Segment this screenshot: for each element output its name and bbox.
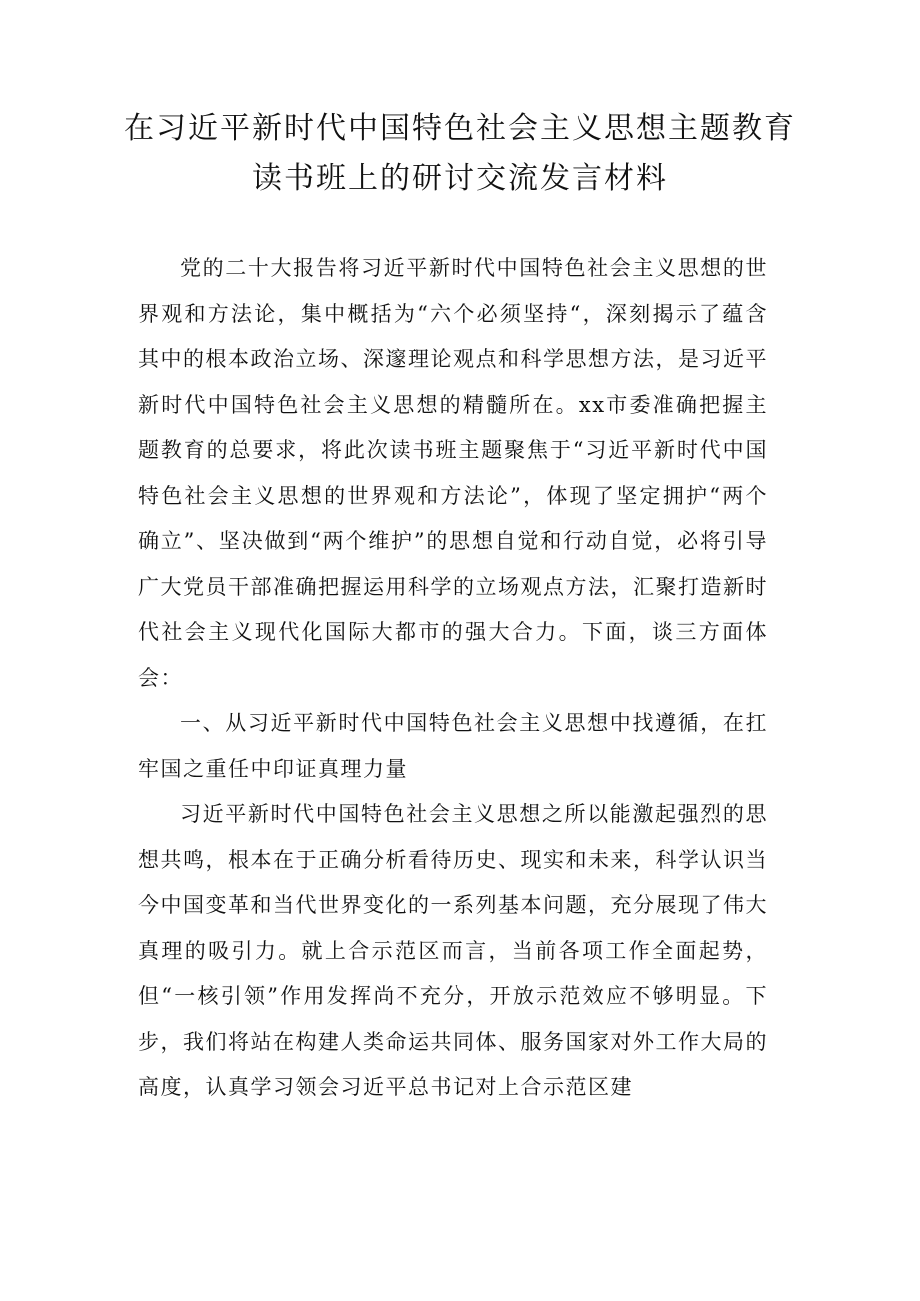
document-title: 在习近平新时代中国特色社会主义思想主题教育读书班上的研讨交流发言材料: [124, 111, 796, 196]
paragraph-intro: 党的二十大报告将习近平新时代中国特色社会主义思想的世界观和方法论，集中概括为“六个必须坚持“，深刻揭示了蕴含其中的根本政治立场、深邃理论观点和科学思想方法，是习近平新时代中国特色社会主义思想的精髓所在。xx市委准确把握主题教育的总要求，将此次读书班主题聚焦于“习近平新时代中国特色社会主义思想的世界观和方法论”，体现了坚定拥护“两个确立”、坚决做到“两个维护”的思想自觉和行动自觉，必将引导广大党员干部准确把握运用科学的立场观点方法，汇聚打造新时代社会主义现代化国际大都市的强大合力。下面，谈三方面体会：: [138, 256, 768, 690]
section-heading-1: 一、从习近平新时代中国特色社会主义思想中找遵循，在扛牢国之重任中印证真理力量: [138, 711, 768, 781]
paragraph-section-1: 习近平新时代中国特色社会主义思想之所以能激起强烈的思想共鸣，根本在于正确分析看待历史、现实和未来，科学认识当今中国变革和当代世界变化的一系列基本问题，充分展现了伟大真理的吸引力。就上合示范区而言，当前各项工作全面起势，但“一核引领”作用发挥尚不充分，开放示范效应不够明显。下步，我们将站在构建人类命运共同体、服务国家对外工作大局的高度，认真学习领会习近平总书记对上合示范区建: [138, 802, 768, 1099]
document-body: [138, 246, 768, 1111]
